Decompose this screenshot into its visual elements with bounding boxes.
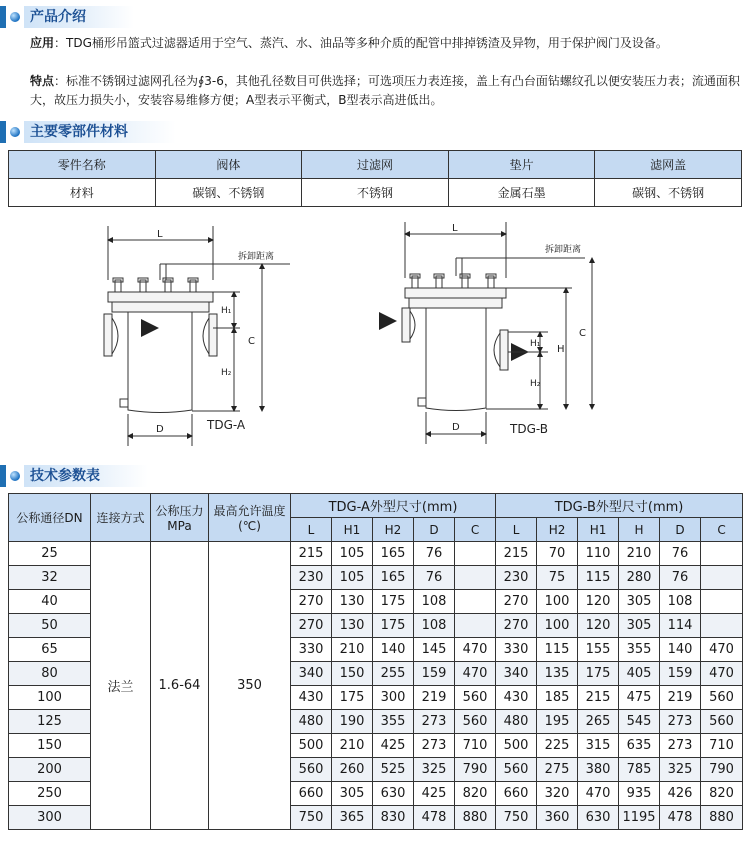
cell-b-value: 470: [701, 662, 743, 686]
cell-a-value: 340: [291, 662, 332, 686]
cell-b-value: 470: [578, 782, 619, 806]
cell-a-value: 130: [332, 590, 373, 614]
cell-a-value: 175: [373, 614, 414, 638]
cell-a-value: 425: [373, 734, 414, 758]
cell-b-value: 230: [496, 566, 537, 590]
cell-a-value: 108: [414, 590, 455, 614]
cell-a-value: 660: [291, 782, 332, 806]
cell-a-value: 710: [455, 734, 496, 758]
header-dn: 公称通径DN: [9, 494, 91, 542]
cell-b-value: 320: [537, 782, 578, 806]
cell-b-value: 660: [496, 782, 537, 806]
cell-b-value: 114: [660, 614, 701, 638]
cell-a-value: 270: [291, 590, 332, 614]
application-label: 应用: [30, 36, 55, 50]
tech-row: [9, 542, 743, 566]
materials-header-cell: 滤网盖: [595, 151, 742, 179]
dim-a-l: L: [157, 229, 163, 240]
cell-b-value: [701, 542, 743, 566]
cell-b-value: 330: [496, 638, 537, 662]
cell-b-value: 270: [496, 614, 537, 638]
header-tdg-b: TDG-B外型尺寸(mm): [496, 494, 743, 518]
dim-b-note: 拆卸距离: [545, 245, 582, 255]
cell-b-value: 273: [660, 710, 701, 734]
materials-cell: 材料: [9, 179, 156, 207]
dim-a-h1: H₁: [221, 306, 232, 316]
cell-a-value: 430: [291, 686, 332, 710]
cell-b-value: 273: [660, 734, 701, 758]
materials-header-cell: 垫片: [448, 151, 595, 179]
section-header-intro: [0, 4, 134, 30]
cell-dn: 300: [9, 806, 91, 830]
cell-b-value: 560: [496, 758, 537, 782]
cell-a-value: 560: [291, 758, 332, 782]
materials-header-cell: 过滤网: [302, 151, 449, 179]
cell-b-value: 475: [619, 686, 660, 710]
application-text: ：TDG桶形吊篮式过滤器适用于空气、蒸汽、水、油品等多种介质的配管中排掉锈渣及异物，用于保护阀门及设备。: [54, 36, 668, 50]
cell-pressure: 1.6-64: [151, 542, 209, 830]
cell-a-value: 470: [455, 638, 496, 662]
cell-b-value: 70: [537, 542, 578, 566]
cell-a-value: 630: [373, 782, 414, 806]
cell-a-value: 880: [455, 806, 496, 830]
cell-a-value: 260: [332, 758, 373, 782]
subheader-a-col: C: [455, 518, 496, 542]
cell-a-value: 750: [291, 806, 332, 830]
section-title: 主要零部件材料: [24, 121, 176, 143]
cell-b-value: [701, 614, 743, 638]
cell-b-value: 710: [701, 734, 743, 758]
cell-a-value: 300: [373, 686, 414, 710]
section-bar-icon: [0, 465, 6, 487]
features-paragraph: [30, 72, 742, 110]
cell-dn: 125: [9, 710, 91, 734]
materials-header-cell: 零件名称: [9, 151, 156, 179]
cell-b-value: 225: [537, 734, 578, 758]
dim-a-d: D: [156, 424, 164, 435]
header-tdg-a: TDG-A外型尺寸(mm): [291, 494, 496, 518]
strainer-drawings: [0, 218, 750, 453]
cell-b-value: 265: [578, 710, 619, 734]
cell-a-value: 830: [373, 806, 414, 830]
cell-b-value: 115: [578, 566, 619, 590]
dim-b-l: L: [452, 223, 458, 234]
cell-a-value: 560: [455, 686, 496, 710]
cell-a-value: 150: [332, 662, 373, 686]
cell-a-value: 76: [414, 566, 455, 590]
cell-a-value: 273: [414, 734, 455, 758]
cell-b-value: 325: [660, 758, 701, 782]
features-text: ：标准不锈钢过滤网孔径为∮3-6，其他孔径数目可供选择；可选项压力表连接，盖上有凸台面钻螺纹孔以便安装压力表；流通面积大，故压力损失小，安装容易维修方便；A型表示平衡式，B型表示高进低出。: [30, 74, 740, 107]
cell-b-value: 560: [701, 710, 743, 734]
dim-b-c: C: [579, 328, 586, 339]
cell-a-value: 210: [332, 734, 373, 758]
cell-a-value: 480: [291, 710, 332, 734]
cell-b-value: 380: [578, 758, 619, 782]
cell-a-value: 130: [332, 614, 373, 638]
cell-a-value: 255: [373, 662, 414, 686]
features-label: 特点: [30, 74, 55, 88]
cell-a-value: 230: [291, 566, 332, 590]
tech-params-table: [8, 493, 743, 830]
cell-b-value: [701, 590, 743, 614]
cell-a-value: 105: [332, 542, 373, 566]
cell-a-value: 273: [414, 710, 455, 734]
cell-a-value: 105: [332, 566, 373, 590]
cell-a-value: 365: [332, 806, 373, 830]
cell-b-value: 135: [537, 662, 578, 686]
bullet-orb-icon: [10, 471, 20, 481]
section-header-tech: [0, 463, 148, 489]
cell-dn: 65: [9, 638, 91, 662]
cell-b-value: 305: [619, 590, 660, 614]
cell-b-value: 280: [619, 566, 660, 590]
section-bar-icon: [0, 6, 6, 28]
header-connection: 连接方式: [91, 494, 151, 542]
materials-cell: 碳钢、不锈钢: [155, 179, 302, 207]
cell-temperature: 350: [209, 542, 291, 830]
cell-b-value: 108: [660, 590, 701, 614]
cell-dn: 250: [9, 782, 91, 806]
subheader-b-col: H2: [537, 518, 578, 542]
section-bar-icon: [0, 121, 6, 143]
cell-b-value: 560: [701, 686, 743, 710]
section-title: 技术参数表: [24, 465, 148, 487]
subheader-a-col: D: [414, 518, 455, 542]
bullet-orb-icon: [10, 12, 20, 22]
cell-b-value: 76: [660, 542, 701, 566]
cell-b-value: 195: [537, 710, 578, 734]
cell-b-value: 75: [537, 566, 578, 590]
cell-b-value: 219: [660, 686, 701, 710]
cell-b-value: 140: [660, 638, 701, 662]
cell-dn: 80: [9, 662, 91, 686]
cell-a-value: 175: [373, 590, 414, 614]
subheader-b-col: H: [619, 518, 660, 542]
cell-dn: 50: [9, 614, 91, 638]
materials-row: [9, 179, 742, 207]
cell-b-value: 426: [660, 782, 701, 806]
cell-a-value: 165: [373, 566, 414, 590]
materials-header-row: [9, 151, 742, 179]
cell-dn: 40: [9, 590, 91, 614]
cell-dn: 32: [9, 566, 91, 590]
cell-a-value: 305: [332, 782, 373, 806]
cell-b-value: 820: [701, 782, 743, 806]
cell-a-value: 175: [332, 686, 373, 710]
subheader-b-col: H1: [578, 518, 619, 542]
cell-a-value: 190: [332, 710, 373, 734]
cell-a-value: 425: [414, 782, 455, 806]
cell-b-value: 76: [660, 566, 701, 590]
cell-b-value: 100: [537, 614, 578, 638]
cell-a-value: 215: [291, 542, 332, 566]
cell-b-value: 175: [578, 662, 619, 686]
application-paragraph: [30, 34, 742, 53]
header-temperature: 最高允许温度(℃): [209, 494, 291, 542]
cell-b-value: 360: [537, 806, 578, 830]
cell-b-value: 110: [578, 542, 619, 566]
cell-b-value: 480: [496, 710, 537, 734]
dim-a-c: C: [248, 336, 255, 347]
cell-a-value: 470: [455, 662, 496, 686]
dim-a-note: 拆卸距离: [238, 252, 275, 262]
cell-b-value: 120: [578, 614, 619, 638]
cell-b-value: 470: [701, 638, 743, 662]
caption-tdg-b: TDG-B: [510, 422, 549, 436]
cell-a-value: [455, 614, 496, 638]
caption-tdg-a: TDG-A: [207, 418, 246, 432]
cell-b-value: 478: [660, 806, 701, 830]
cell-b-value: 750: [496, 806, 537, 830]
cell-b-value: [701, 566, 743, 590]
cell-b-value: 120: [578, 590, 619, 614]
drawing-tdg-b: [382, 222, 592, 444]
cell-b-value: 880: [701, 806, 743, 830]
subheader-a-col: H2: [373, 518, 414, 542]
cell-b-value: 355: [619, 638, 660, 662]
cell-a-value: 500: [291, 734, 332, 758]
cell-dn: 200: [9, 758, 91, 782]
cell-b-value: 155: [578, 638, 619, 662]
cell-b-value: 785: [619, 758, 660, 782]
cell-b-value: 500: [496, 734, 537, 758]
cell-b-value: 270: [496, 590, 537, 614]
cell-b-value: 635: [619, 734, 660, 758]
cell-b-value: 790: [701, 758, 743, 782]
cell-a-value: 165: [373, 542, 414, 566]
materials-cell: 金属石墨: [448, 179, 595, 207]
cell-a-value: [455, 542, 496, 566]
cell-dn: 100: [9, 686, 91, 710]
cell-a-value: 145: [414, 638, 455, 662]
cell-b-value: 430: [496, 686, 537, 710]
cell-a-value: 355: [373, 710, 414, 734]
cell-dn: 150: [9, 734, 91, 758]
cell-connection: 法兰: [91, 542, 151, 830]
header-pressure: 公称压力MPa: [151, 494, 209, 542]
cell-a-value: 108: [414, 614, 455, 638]
cell-a-value: [455, 566, 496, 590]
materials-cell: 不锈钢: [302, 179, 449, 207]
materials-header-cell: 阀体: [155, 151, 302, 179]
subheader-a-col: H1: [332, 518, 373, 542]
dim-b-d: D: [452, 422, 460, 433]
cell-a-value: 219: [414, 686, 455, 710]
cell-b-value: 215: [578, 686, 619, 710]
cell-b-value: 1195: [619, 806, 660, 830]
cell-a-value: 560: [455, 710, 496, 734]
cell-a-value: 478: [414, 806, 455, 830]
cell-a-value: 525: [373, 758, 414, 782]
dim-b-h2: H₂: [530, 379, 541, 389]
subheader-b-col: C: [701, 518, 743, 542]
cell-a-value: 790: [455, 758, 496, 782]
cell-a-value: 325: [414, 758, 455, 782]
cell-b-value: 935: [619, 782, 660, 806]
cell-b-value: 305: [619, 614, 660, 638]
cell-b-value: 315: [578, 734, 619, 758]
cell-b-value: 210: [619, 542, 660, 566]
tech-header-row-1: [9, 494, 743, 518]
cell-b-value: 630: [578, 806, 619, 830]
dim-a-h2: H₂: [221, 368, 232, 378]
cell-a-value: 820: [455, 782, 496, 806]
cell-a-value: 159: [414, 662, 455, 686]
section-title: 产品介绍: [24, 6, 134, 28]
cell-b-value: 100: [537, 590, 578, 614]
dim-b-h: H: [557, 344, 565, 355]
cell-a-value: [455, 590, 496, 614]
subheader-a-col: L: [291, 518, 332, 542]
cell-b-value: 275: [537, 758, 578, 782]
cell-b-value: 185: [537, 686, 578, 710]
cell-a-value: 330: [291, 638, 332, 662]
cell-a-value: 210: [332, 638, 373, 662]
cell-b-value: 215: [496, 542, 537, 566]
cell-b-value: 115: [537, 638, 578, 662]
cell-a-value: 140: [373, 638, 414, 662]
cell-a-value: 270: [291, 614, 332, 638]
cell-b-value: 405: [619, 662, 660, 686]
bullet-orb-icon: [10, 127, 20, 137]
dim-b-h1: H₁: [530, 339, 541, 349]
materials-table: [8, 150, 742, 207]
materials-cell: 碳钢、不锈钢: [595, 179, 742, 207]
subheader-b-col: L: [496, 518, 537, 542]
cell-b-value: 159: [660, 662, 701, 686]
cell-b-value: 340: [496, 662, 537, 686]
section-header-materials: [0, 119, 176, 145]
cell-dn: 25: [9, 542, 91, 566]
cell-a-value: 76: [414, 542, 455, 566]
subheader-b-col: D: [660, 518, 701, 542]
cell-b-value: 545: [619, 710, 660, 734]
